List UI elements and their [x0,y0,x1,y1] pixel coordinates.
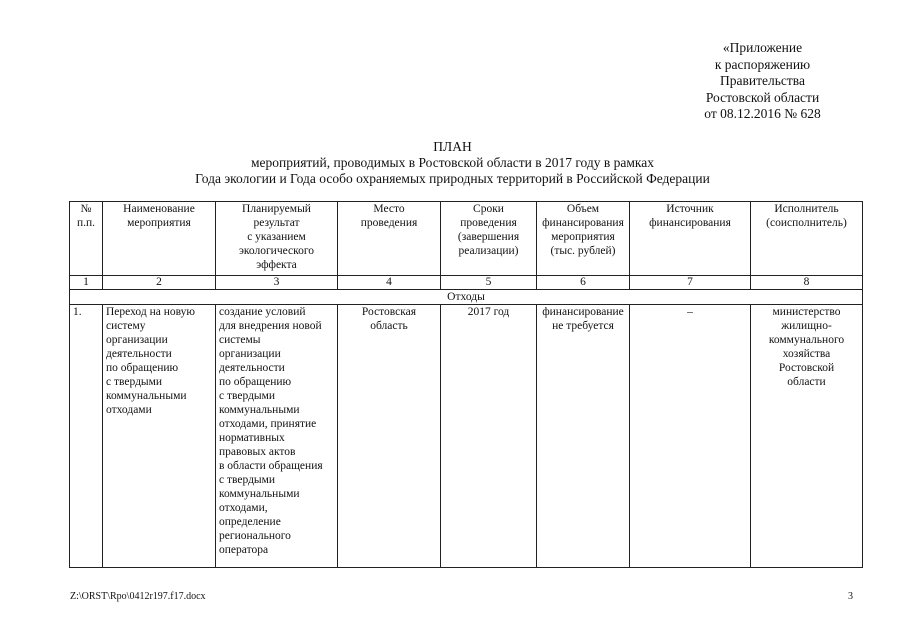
plan-table [69,201,863,568]
column-header-volume: Объем финансирования мероприятия (тыс. рублей) [537,202,630,276]
footer-file-path: Z:\ORST\Rpo\0412r197.f17.docx [70,591,206,602]
column-number: 4 [338,276,441,290]
column-number-row [70,276,863,290]
row-name: Переход на новую систему организации деятельности по обращению с твердыми коммунальными отходами [103,305,216,568]
column-number: 1 [70,276,103,290]
column-header-name: Наименование мероприятия [103,202,216,276]
plan-heading [60,139,845,187]
column-header-place: Место проведения [338,202,441,276]
appendix-line: Правительства [720,73,805,88]
appendix-line: к распоряжению [714,56,811,72]
appendix-line: «Приложение [722,40,803,55]
column-number: 6 [537,276,630,290]
section-title: Отходы [70,290,863,305]
column-header-term: Сроки проведения (завершения реализации) [441,202,537,276]
row-volume: финансирование не требуется [537,305,630,568]
row-result: создание условий для внедрения новой системы организации деятельности по обращению с твердыми коммунальными отходами, принятие нормативных правовых актов в области обращения с твердыми коммунальными отходами, определение регионального оператора [216,305,338,568]
column-header-number: № п.п. [70,202,103,276]
column-number: 2 [103,276,216,290]
table-header-row [70,202,863,276]
plan-title: ПЛАН [433,139,472,154]
plan-subtitle: Года экологии и Года особо охраняемых природных территорий в Российской Федерации [195,171,710,186]
page-number: 3 [848,591,853,602]
appendix-line: от 08.12.2016 № 628 [704,106,821,121]
column-number: 3 [216,276,338,290]
table-row [70,305,863,568]
row-number: 1. [70,305,103,568]
appendix-line: Ростовской области [705,89,820,105]
row-executor: министерство жилищно- коммунального хозяйства Ростовской области [751,305,863,568]
row-place: Ростовская область [338,305,441,568]
column-number: 7 [630,276,751,290]
column-number: 5 [441,276,537,290]
column-header-source: Источник финансирования [630,202,751,276]
row-source: – [630,305,751,568]
column-number: 8 [751,276,863,290]
section-row [70,290,863,305]
column-header-result: Планируемый результат с указанием экологического эффекта [216,202,338,276]
row-term: 2017 год [441,305,537,568]
column-header-executor: Исполнитель (соисполнитель) [751,202,863,276]
appendix-header [640,40,885,123]
plan-subtitle: мероприятий, проводимых в Ростовской области в 2017 году в рамках [250,155,655,170]
